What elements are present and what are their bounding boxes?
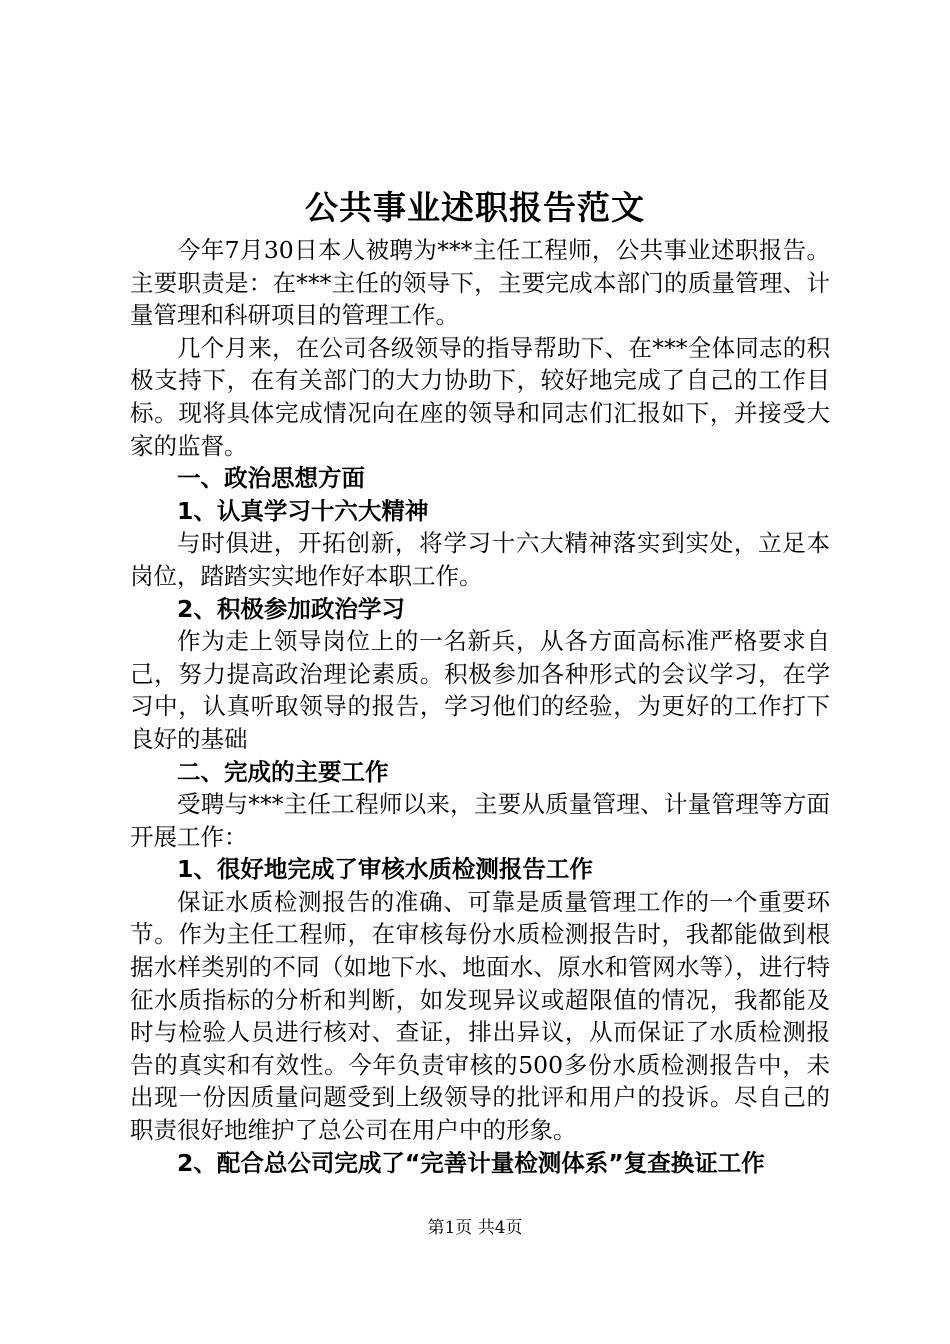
subsection-heading: 1、认真学习十六大精神	[177, 496, 429, 525]
paragraph: 作为走上领导岗位上的一名新兵，从各方面高标准严格要求自己，努力提高政治理论素质。积极参加各种形式的会议学习，在学习中，认真听取领导的报告，学习他们的经验，为更好的工作打下良好的基础	[130, 627, 830, 753]
section-heading: 二、完成的主要工作	[177, 757, 389, 786]
paragraph: 今年7月30日本人被聘为***主任工程师，公共事业述职报告。主要职责是：在***主任的领导下，主要完成本部门的质量管理、计量管理和科研项目的管理工作。	[130, 236, 830, 330]
paragraph: 受聘与***主任工程师以来，主要从质量管理、计量管理等方面开展工作：	[130, 790, 830, 851]
paragraph: 几个月来，在公司各级领导的指导帮助下、在***全体同志的积极支持下，在有关部门的大力协助下，较好地完成了自己的工作目标。现将具体完成情况向在座的领导和同志们汇报如下，并接受大家的监督。	[130, 333, 830, 460]
page-footer: 第1页 共4页	[427, 1218, 523, 1238]
subsection-heading: 2、配合总公司完成了“完善计量检测体系”复查换证工作	[177, 1148, 765, 1177]
section-heading: 一、政治思想方面	[177, 464, 365, 493]
document-body	[130, 234, 830, 1179]
subsection-heading: 1、很好地完成了审核水质检测报告工作	[177, 855, 593, 884]
paragraph: 保证水质检测报告的准确、可靠是质量管理工作的一个重要环节。作为主任工程师，在审核每份水质检测报告时，我都能做到根据水样类别的不同（如地下水、地面水、原水和管网水等），进行特征水质指标的分析和判断，如发现异议或超限值的情况，我都能及时与检验人员进行核对、查证，排出异议，从而保证了水质检测报告的真实和有效性。今年负责审核的500多份水质检测报告中，未出现一份因质量问题受到上级领导的批评和用户的投诉。尽自己的职责很好地维护了总公司在用户中的形象。	[130, 887, 830, 1145]
paragraph: 与时俱进，开拓创新，将学习十六大精神落实到实处，立足本岗位，踏踏实实地作好本职工作。	[130, 529, 830, 590]
subsection-heading: 2、积极参加政治学习	[177, 594, 405, 623]
document-title: 公共事业述职报告范文	[305, 188, 645, 227]
